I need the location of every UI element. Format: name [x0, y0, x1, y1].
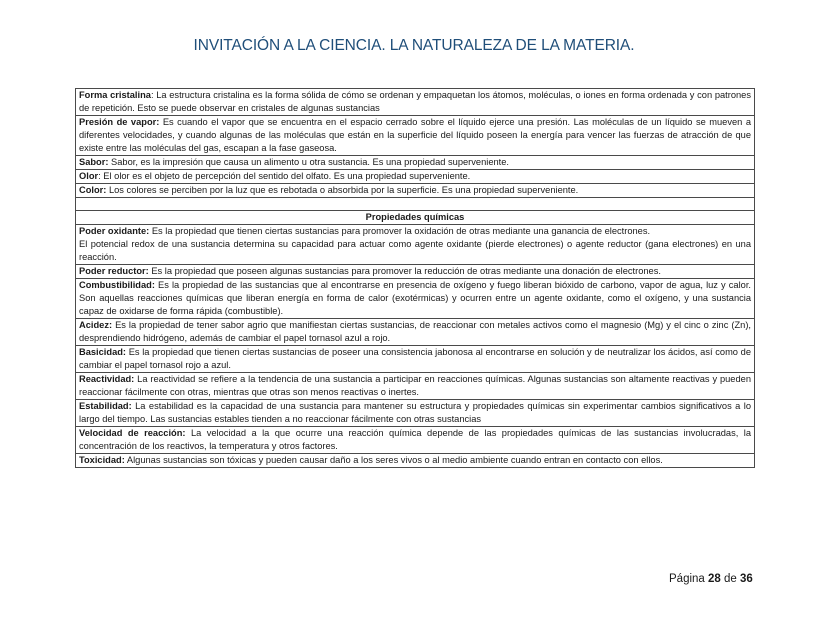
property-cell-forma-cristalina	[76, 89, 755, 116]
page-title: INVITACIÓN A LA CIENCIA. LA NATURALEZA DE LA MATERIA.	[193, 37, 635, 54]
property-cell-toxicidad	[76, 454, 755, 468]
property-definition: El olor es el objeto de percepción del sentido del olfato. Es una propiedad superveniente.	[103, 171, 471, 181]
property-cell-poder-oxidante	[76, 225, 755, 265]
property-extra-definition: El potencial redox de una sustancia determina su capacidad para actuar como agente oxidante (pierde electrones) o agente reductor (gana electrones) en una reacción.	[79, 239, 751, 262]
property-term: Presión de vapor:	[79, 117, 160, 127]
table-row	[76, 400, 755, 427]
property-term: Poder oxidante:	[79, 226, 150, 236]
property-cell-velocidad-de-reaccion	[76, 427, 755, 454]
table-row	[76, 116, 755, 156]
section-header-chemical-properties: Propiedades químicas	[76, 211, 755, 225]
table-row	[76, 89, 755, 116]
table-row-empty	[76, 198, 755, 211]
property-cell-sabor	[76, 156, 755, 170]
page-label: Página	[669, 573, 705, 585]
property-cell-presion-de-vapor	[76, 116, 755, 156]
property-cell-combustibilidad	[76, 279, 755, 319]
table-row	[76, 265, 755, 279]
table-row	[76, 319, 755, 346]
property-cell-reactividad	[76, 373, 755, 400]
property-cell-color	[76, 184, 755, 198]
table-row	[76, 225, 755, 265]
property-definition: Es la propiedad de las sustancias que al encontrarse en presencia de oxígeno y fuego liberan bióxido de carbono, vapor de agua, luz y calor. Son aquellas reacciones químicas que liberan energía en forma de calor (exotérmicas) y ocurren entre un agente oxidante, como el oxígeno, y una sustancia capaz de oxidarse de forma rápida (combustible).	[79, 280, 751, 316]
property-definition: Algunas sustancias son tóxicas y pueden causar daño a los seres vivos o al medio ambiente cuando entran en contacto con ellos.	[126, 455, 663, 465]
property-term: Reactividad:	[79, 374, 135, 384]
property-definition: Es la propiedad de tener sabor agrio que manifiestan ciertas sustancias, de reaccionar con metales activos como el magnesio (Mg) y el cinc o zinc (Zn), desprendiendo hidrógeno, además de cambiar el papel tornasol azul a rojo.	[79, 320, 751, 343]
term-separator: :	[98, 171, 104, 181]
page-number	[669, 573, 753, 585]
property-definition: La reactividad se refiere a la tendencia de una sustancia a participar en reacciones químicas. Algunas sustancias son altamente reactivas y pueden reaccionar fácilmente con otras, mientras que otras son menos reactivas o inertes.	[79, 374, 751, 397]
table-row	[76, 170, 755, 184]
property-definition: Es cuando el vapor que se encuentra en el espacio cerrado sobre el líquido ejerce una presión. Las moléculas de un líquido se mueven a diferentes velocidades, y cuando algunas de las moléculas que están en la superficie del líquido poseen la energía para vencer las fuerzas de atracción de que existe entre las moléculas del gas, escapan a la fase gaseosa.	[79, 117, 751, 153]
total-pages: 36	[740, 573, 753, 585]
term-separator: :	[150, 90, 157, 100]
property-term: Basicidad:	[79, 347, 127, 357]
property-definition: Es la propiedad que poseen algunas sustancias para promover la reducción de otras mediante una donación de electrones.	[151, 266, 661, 276]
property-definition: La velocidad a la que ocurre una reacción química depende de las propiedades químicas de las sustancias involucradas, la concentración de los reactivos, la temperatura y otros factores.	[79, 428, 751, 451]
property-definition: Es la propiedad que tienen ciertas sustancias de poseer una consistencia jabonosa al encontrarse en solución y de neutralizar los ácidos, así como de cambiar el papel tornasol rojo a azul.	[79, 347, 751, 370]
empty-cell	[76, 198, 755, 211]
property-term: Velocidad de reacción:	[79, 428, 186, 438]
property-cell-poder-reductor	[76, 265, 755, 279]
table-row	[76, 156, 755, 170]
of-label: de	[724, 573, 737, 585]
property-cell-acidez	[76, 319, 755, 346]
property-term: Acidez:	[79, 320, 113, 330]
property-cell-basicidad	[76, 346, 755, 373]
property-definition: Sabor, es la impresión que causa un alimento u otra sustancia. Es una propiedad superveniente.	[111, 157, 509, 167]
table-row	[76, 373, 755, 400]
property-definition: Es la propiedad que tienen ciertas sustancias para promover la oxidación de otras mediante una ganancia de electrones.	[151, 226, 651, 236]
table-row	[76, 427, 755, 454]
table-row	[76, 184, 755, 198]
property-term: Toxicidad:	[79, 455, 125, 465]
property-definition: La estabilidad es la capacidad de una sustancia para mantener su estructura y propiedades químicas sin experimentar cambios significativos a lo largo del tiempo. Las sustancias estables tienden a no reaccionar fácilmente con otras sustancias	[79, 401, 751, 424]
property-term: Color:	[79, 185, 107, 195]
property-term: Forma cristalina	[79, 90, 151, 100]
property-term: Combustibilidad:	[79, 280, 155, 290]
property-term: Poder reductor:	[79, 266, 149, 276]
table-row	[76, 279, 755, 319]
property-term: Estabilidad:	[79, 401, 132, 411]
section-header-row	[76, 211, 755, 225]
property-term: Olor	[79, 171, 99, 181]
property-definition: Los colores se perciben por la luz que es rebotada o absorbida por la superficie. Es una propiedad superveniente.	[108, 185, 579, 195]
properties-table	[75, 88, 755, 468]
property-definition: La estructura cristalina es la forma sólida de cómo se ordenan y empaquetan los átomos, moléculas, o iones en forma ordenada y con patrones de repetición. Esto se puede observar en cristales de algunas sustancias	[79, 90, 751, 113]
current-page: 28	[708, 573, 721, 585]
property-cell-olor	[76, 170, 755, 184]
property-term: Sabor:	[79, 157, 109, 167]
table-row	[76, 346, 755, 373]
table-row	[76, 454, 755, 468]
property-cell-estabilidad	[76, 400, 755, 427]
